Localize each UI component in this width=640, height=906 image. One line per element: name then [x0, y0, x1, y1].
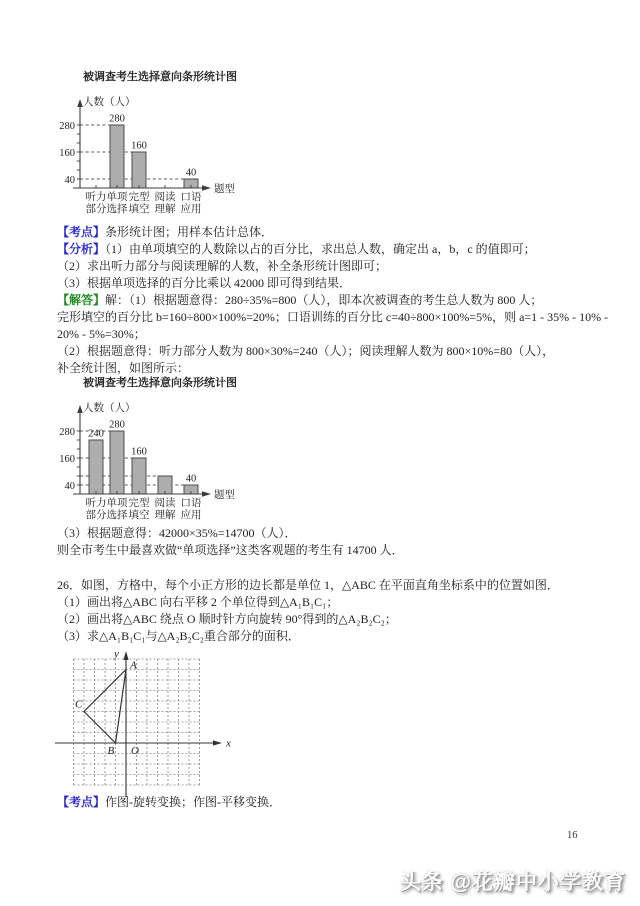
bar-chart-completed [55, 372, 270, 529]
question-subitem: （3）求△A₁B₁C₁与△A₂B₂C₂重合部分的面积． [57, 629, 300, 643]
svg-text:听力: 听力 [85, 498, 107, 509]
svg-text:完型: 完型 [128, 192, 150, 203]
analysis-line: （2）求出听力部分与阅读理解的人数，补全条形统计图即可； [57, 259, 388, 273]
svg-text:口语: 口语 [180, 192, 202, 203]
exam-point-tag: 【考点】 [57, 795, 106, 809]
watermark: 头条 @花瓣中小学教育 [399, 871, 626, 894]
analysis-tag: 【分析】 [57, 242, 106, 256]
svg-text:填空: 填空 [128, 204, 150, 215]
svg-text:应用: 应用 [180, 510, 202, 521]
svg-text:完型: 完型 [128, 498, 150, 509]
svg-text:280: 280 [59, 426, 75, 438]
svg-text:理解: 理解 [154, 510, 176, 521]
svg-text:填空: 填空 [128, 510, 150, 521]
svg-text:280: 280 [59, 120, 75, 132]
svg-text:理解: 理解 [154, 204, 176, 215]
svg-text:选择: 选择 [106, 510, 128, 521]
exam-point-line [57, 794, 281, 811]
answer-line [57, 292, 608, 309]
svg-text:口语: 口语 [180, 498, 202, 509]
svg-text:B: B [107, 745, 115, 757]
exam-point-block-2 [57, 794, 281, 811]
svg-text:被调查考生选择意向条形统计图: 被调查考生选择意向条形统计图 [83, 377, 237, 389]
svg-text:被调查考生选择意向条形统计图: 被调查考生选择意向条形统计图 [83, 71, 237, 83]
svg-text:听力: 听力 [85, 192, 107, 203]
svg-text:160: 160 [131, 140, 147, 152]
svg-text:选择: 选择 [106, 204, 128, 215]
question-subitem: （1）画出将△ABC 向右平移 2 个单位得到△A₁B₁C₁； [57, 595, 339, 609]
exam-point-line [57, 224, 608, 241]
svg-text:y: y [114, 648, 119, 660]
svg-text:40: 40 [64, 480, 75, 492]
question-subitem: （2）画出将△ABC 绕点 O 顺时针方向旋转 90°得到的△A₂B₂C₂； [57, 612, 397, 626]
answer-line: （2）根据题意得：听力部分人数为 800×30%=240（人）；阅读理解人数为 800×10%=80（人）， [57, 344, 555, 358]
svg-text:题型: 题型 [214, 490, 235, 501]
svg-text:A: A [130, 659, 137, 672]
svg-text:40: 40 [185, 167, 197, 179]
solution-text-block [57, 224, 608, 377]
svg-text:240: 240 [88, 428, 104, 440]
answer-line: （3）根据题意得：42000×35%=14700（人）． [57, 526, 297, 540]
bar-chart-incomplete [55, 66, 270, 223]
svg-text:O: O [131, 745, 139, 757]
coordinate-grid-diagram [50, 645, 320, 810]
exam-point-text: 作图-旋转变换；作图-平移变换． [105, 795, 282, 809]
svg-text:部分: 部分 [85, 204, 107, 215]
svg-text:单项: 单项 [106, 498, 128, 509]
answer-line: 补全统计图，如图所示： [57, 361, 190, 375]
svg-text:40: 40 [64, 174, 75, 186]
svg-text:160: 160 [131, 446, 147, 458]
svg-text:160: 160 [59, 147, 75, 159]
svg-text:应用: 应用 [180, 204, 202, 215]
svg-text:160: 160 [59, 453, 75, 465]
svg-text:40: 40 [185, 473, 197, 485]
answer-line: 则全市考生中最喜欢做“单项选择”这类客观题的考生有 14700 人． [57, 543, 404, 557]
exam-point-tag: 【考点】 [57, 225, 106, 239]
svg-text:阅读: 阅读 [154, 192, 176, 203]
answer-continuation-block [57, 525, 404, 559]
answer-line: 完形填空的百分比 b=160÷800×100%=20%；口语训练的百分比 c=40÷800×100%=5%，则 a=1 - 35% - 10% - [57, 310, 609, 324]
svg-text:280: 280 [109, 419, 125, 431]
svg-text:x: x [226, 737, 231, 750]
svg-text:单项: 单项 [106, 192, 128, 203]
svg-text:部分: 部分 [85, 510, 107, 521]
analysis-text: （1）由单项填空的人数除以占的百分比，求出总人数，确定出 a，b，c 的值即可； [105, 242, 536, 256]
svg-text:人数（人）: 人数（人） [83, 403, 136, 414]
exam-point-text: 条形统计图；用样本估计总体． [105, 225, 274, 239]
question-stem: 26．如图，方格中，每个小正方形的边长都是单位 1，△ABC 在平面直角坐标系中的位置如图． [57, 578, 559, 592]
analysis-line: （3）根据单项选择的百分比乘以 42000 即可得到结果． [57, 276, 352, 290]
answer-line: 20% - 5%=30%； [57, 327, 146, 341]
svg-text:题型: 题型 [214, 184, 235, 195]
answer-tag: 【解答】 [57, 293, 106, 307]
answer-text: 解：（1）根据题意得：280÷35%=800（人），即本次被调查的考生总人数为 800 人； [105, 293, 543, 307]
svg-text:280: 280 [109, 113, 125, 125]
analysis-line [57, 241, 608, 258]
page-number: 16 [567, 830, 578, 841]
question-26-block [57, 577, 559, 645]
svg-text:C: C [75, 698, 83, 711]
svg-text:阅读: 阅读 [154, 498, 176, 509]
svg-text:人数（人）: 人数（人） [83, 97, 136, 108]
